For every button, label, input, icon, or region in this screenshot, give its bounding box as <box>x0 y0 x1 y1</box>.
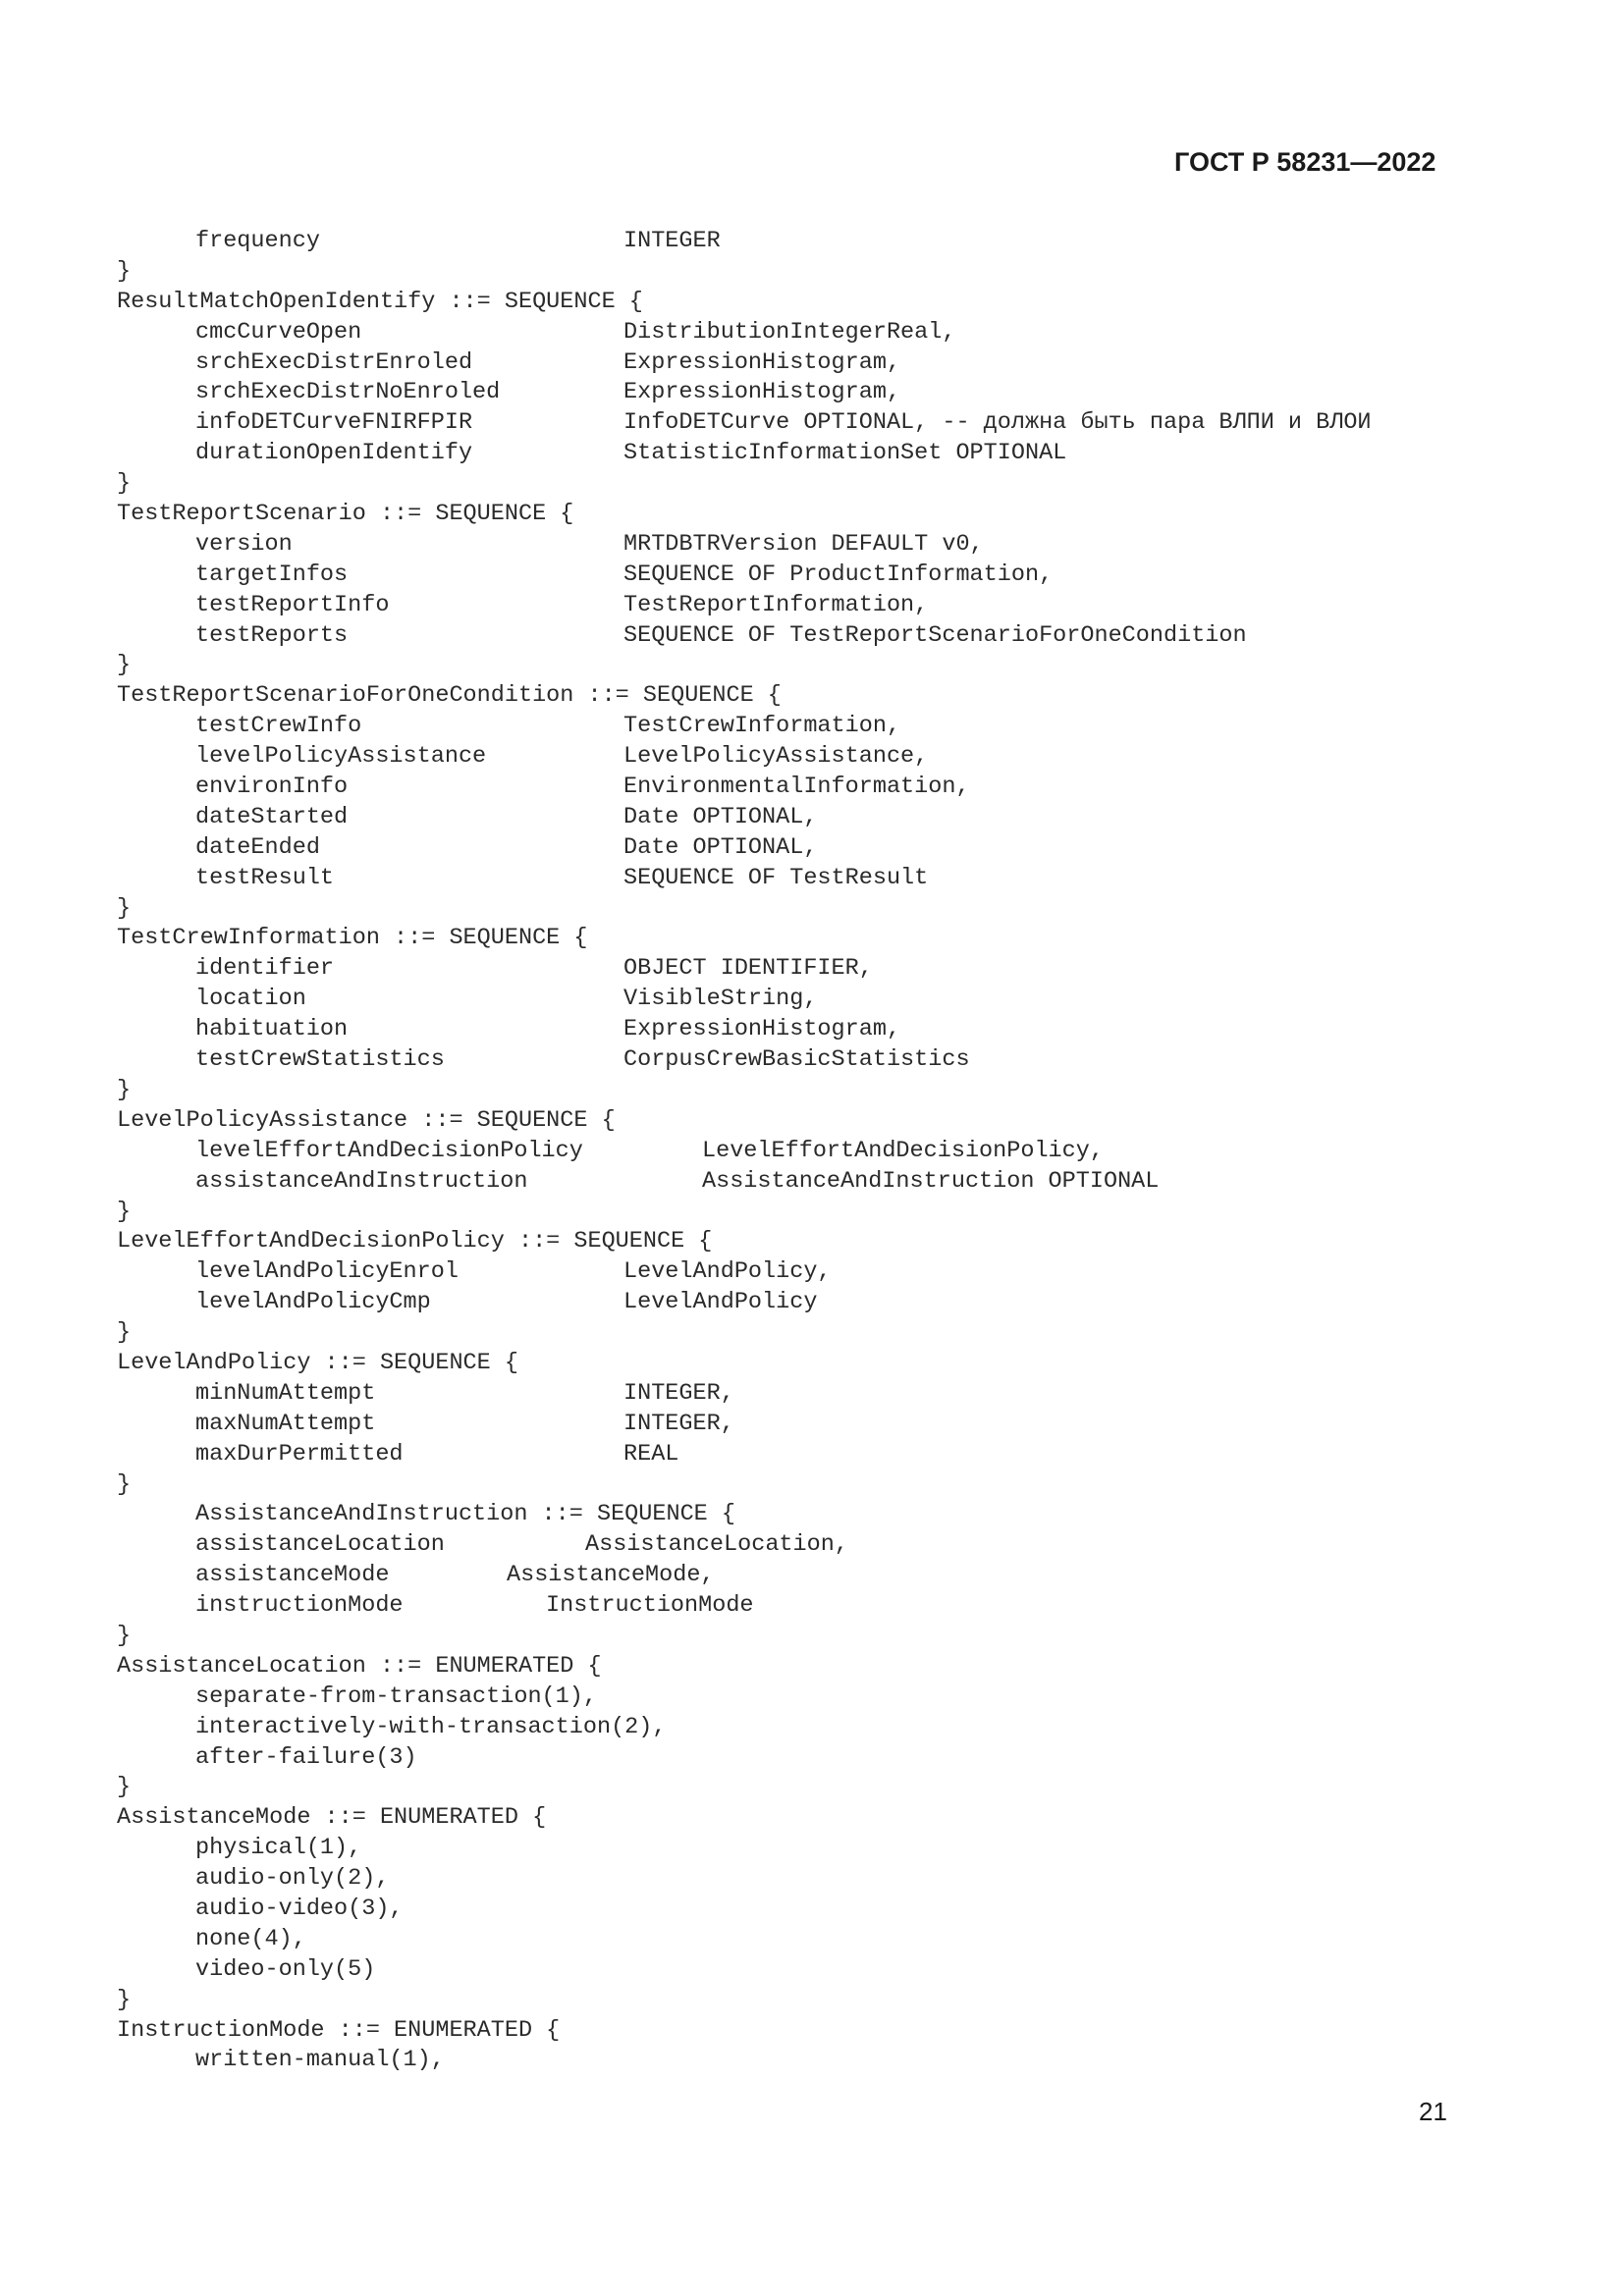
code-line: LevelEffortAndDecisionPolicy ::= SEQUENCE { <box>117 1228 713 1255</box>
field-type: ExpressionHistogram, <box>623 1016 901 1043</box>
field-name: assistanceLocation <box>195 1531 445 1559</box>
code-text: separate-from-transaction(1), <box>195 1682 597 1710</box>
field-name: dateEnded <box>195 833 320 861</box>
field-type: LevelEffortAndDecisionPolicy, <box>702 1137 1104 1164</box>
code-field-line <box>117 773 1590 803</box>
code-line: } <box>117 1076 132 1103</box>
field-name: instructionMode <box>195 1592 404 1620</box>
code-field-line <box>117 985 1590 1015</box>
code-field-line <box>117 227 1590 257</box>
code-line: } <box>117 1198 132 1225</box>
field-name: levelEffortAndDecisionPolicy <box>195 1137 583 1164</box>
code-field-line <box>117 742 1590 773</box>
code-line: TestReportScenarioForOneCondition ::= SEQUENCE { <box>117 682 782 710</box>
code-field-line <box>117 348 1590 379</box>
field-name: testReports <box>195 621 349 649</box>
code-line: TestCrewInformation ::= SEQUENCE { <box>117 925 588 952</box>
field-name: identifier <box>195 955 335 983</box>
code-indented-line <box>117 1682 1590 1713</box>
field-type: DistributionIntegerReal, <box>623 318 956 346</box>
field-type: LevelAndPolicy <box>623 1289 818 1316</box>
code-field-line <box>117 1015 1590 1045</box>
code-text: after-failure(3) <box>195 1743 417 1771</box>
field-type: AssistanceAndInstruction OPTIONAL <box>702 1167 1160 1195</box>
code-field-line <box>117 530 1590 561</box>
code-line: } <box>117 652 132 679</box>
field-name: testResult <box>195 864 335 891</box>
code-text: AssistanceAndInstruction ::= SEQUENCE { <box>195 1501 735 1528</box>
field-type: SEQUENCE OF TestReportScenarioForOneCondition <box>623 621 1247 649</box>
code-field-line <box>117 561 1590 591</box>
code-line: AssistanceMode ::= ENUMERATED { <box>117 1804 547 1832</box>
code-field-line <box>117 439 1590 469</box>
code-indented-line <box>117 1500 1590 1530</box>
code-field-line <box>117 408 1590 439</box>
field-name: srchExecDistrEnroled <box>195 348 473 376</box>
code-line: AssistanceLocation ::= ENUMERATED { <box>117 1652 602 1680</box>
field-type: CorpusCrewBasicStatistics <box>623 1046 970 1074</box>
code-indented-line <box>117 1743 1590 1774</box>
code-line: LevelPolicyAssistance ::= SEQUENCE { <box>117 1106 616 1134</box>
code-field-line <box>117 1591 1590 1622</box>
code-line: } <box>117 1774 132 1801</box>
field-name: frequency <box>195 228 320 254</box>
page-number: 21 <box>1419 2097 1447 2126</box>
code-line: ResultMatchOpenIdentify ::= SEQUENCE { <box>117 288 643 315</box>
code-field-line <box>117 1379 1590 1410</box>
code-text: audio-only(2), <box>195 1865 390 1893</box>
field-type: SEQUENCE OF TestResult <box>623 864 929 891</box>
document-header: ГОСТ Р 58231—2022 <box>1174 147 1436 177</box>
field-name: dateStarted <box>195 803 349 830</box>
asn1-code-listing <box>117 227 1590 2076</box>
field-type: TestReportInformation, <box>623 591 929 618</box>
code-indented-line <box>117 1864 1590 1895</box>
code-text: physical(1), <box>195 1835 362 1862</box>
code-line: } <box>117 1622 132 1649</box>
code-line: } <box>117 257 132 285</box>
field-name: minNumAttempt <box>195 1379 376 1407</box>
field-type: AssistanceLocation, <box>585 1531 848 1559</box>
code-indented-line <box>117 1713 1590 1743</box>
field-type: AssistanceMode, <box>507 1562 715 1589</box>
field-name: targetInfos <box>195 561 349 588</box>
code-text: interactively-with-transaction(2), <box>195 1713 667 1740</box>
field-name: cmcCurveOpen <box>195 318 362 346</box>
code-field-line <box>117 1530 1590 1561</box>
field-name: environInfo <box>195 774 349 801</box>
field-type: InstructionMode <box>546 1592 754 1620</box>
code-line: } <box>117 1986 132 2013</box>
code-field-line <box>117 591 1590 621</box>
field-type: LevelAndPolicy, <box>623 1258 832 1286</box>
code-line: } <box>117 1319 132 1347</box>
field-type: ExpressionHistogram, <box>623 379 901 406</box>
field-name: levelPolicyAssistance <box>195 743 487 771</box>
field-type: TestCrewInformation, <box>623 713 901 740</box>
code-text: written-manual(1), <box>195 2047 445 2074</box>
code-field-line <box>117 1440 1590 1470</box>
code-field-line <box>117 803 1590 833</box>
field-name: version <box>195 530 293 558</box>
code-line: } <box>117 470 132 498</box>
field-type: INTEGER <box>623 228 721 254</box>
code-text: audio-video(3), <box>195 1895 404 1922</box>
field-name: location <box>195 986 306 1013</box>
code-text: none(4), <box>195 1925 306 1952</box>
field-name: testCrewStatistics <box>195 1046 445 1074</box>
field-type: SEQUENCE OF ProductInformation, <box>623 561 1054 588</box>
code-field-line <box>117 318 1590 348</box>
field-name: assistanceMode <box>195 1562 390 1589</box>
code-line: } <box>117 894 132 922</box>
code-line: TestReportScenario ::= SEQUENCE { <box>117 501 574 528</box>
field-type: REAL <box>623 1440 679 1468</box>
code-field-line <box>117 864 1590 894</box>
code-indented-line <box>117 2046 1590 2076</box>
code-text: video-only(5) <box>195 1955 376 1983</box>
field-type: INTEGER, <box>623 1410 734 1437</box>
field-name: levelAndPolicyCmp <box>195 1289 431 1316</box>
field-type: StatisticInformationSet OPTIONAL <box>623 440 1067 467</box>
code-field-line <box>117 1137 1590 1167</box>
code-field-line <box>117 1410 1590 1440</box>
code-field-line <box>117 1167 1590 1198</box>
field-type: OBJECT IDENTIFIER, <box>623 955 873 983</box>
field-type: MRTDBTRVersion DEFAULT v0, <box>623 530 984 558</box>
field-name: maxNumAttempt <box>195 1410 376 1437</box>
field-type: Date OPTIONAL, <box>623 803 818 830</box>
code-line: } <box>117 1470 132 1498</box>
code-field-line <box>117 954 1590 985</box>
code-field-line <box>117 378 1590 408</box>
field-type: INTEGER, <box>623 1379 734 1407</box>
code-field-line <box>117 621 1590 652</box>
field-type: ExpressionHistogram, <box>623 348 901 376</box>
code-indented-line <box>117 1955 1590 1986</box>
code-line: InstructionMode ::= ENUMERATED { <box>117 2016 561 2044</box>
field-type: VisibleString, <box>623 986 818 1013</box>
field-name: assistanceAndInstruction <box>195 1167 528 1195</box>
code-indented-line <box>117 1834 1590 1864</box>
code-field-line <box>117 1561 1590 1591</box>
field-type: Date OPTIONAL, <box>623 833 818 861</box>
code-field-line <box>117 833 1590 864</box>
field-type: InfoDETCurve OPTIONAL, -- должна быть пара ВЛПИ и ВЛОИ <box>623 409 1372 437</box>
field-name: levelAndPolicyEnrol <box>195 1258 459 1286</box>
field-name: testReportInfo <box>195 591 390 618</box>
code-indented-line <box>117 1925 1590 1955</box>
field-name: durationOpenIdentify <box>195 440 473 467</box>
code-field-line <box>117 712 1590 742</box>
field-name: habituation <box>195 1016 349 1043</box>
field-name: infoDETCurveFNIRFPIR <box>195 409 473 437</box>
code-field-line <box>117 1257 1590 1288</box>
field-name: maxDurPermitted <box>195 1440 404 1468</box>
code-field-line <box>117 1288 1590 1318</box>
code-indented-line <box>117 1895 1590 1925</box>
field-name: testCrewInfo <box>195 713 362 740</box>
code-field-line <box>117 1045 1590 1076</box>
field-type: EnvironmentalInformation, <box>623 774 970 801</box>
field-type: LevelPolicyAssistance, <box>623 743 929 771</box>
field-name: srchExecDistrNoEnroled <box>195 379 501 406</box>
code-line: LevelAndPolicy ::= SEQUENCE { <box>117 1349 518 1376</box>
